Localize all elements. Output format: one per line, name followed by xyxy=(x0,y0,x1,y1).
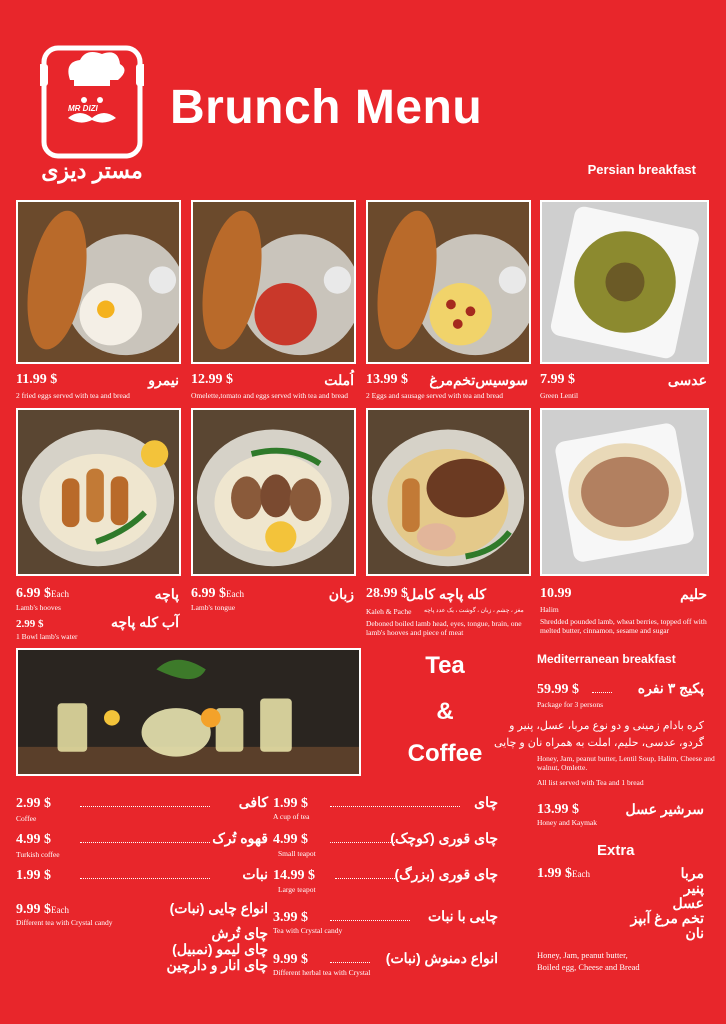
tea-type-item: چای لیمو (نمبیل) xyxy=(172,941,268,957)
dots-nabat xyxy=(80,878,210,879)
price-zaban xyxy=(191,586,244,602)
logo-fa-text: مستر دیزی xyxy=(41,158,143,183)
price-package: 59.99 $ xyxy=(537,682,579,697)
name-sausage-egg: سوسیس‌تخم‌مرغ xyxy=(429,372,528,388)
desc-halim-title: Halim xyxy=(540,605,559,614)
extra-items-list xyxy=(631,866,704,941)
extra-item-fa: مربا xyxy=(680,865,704,881)
dots-package xyxy=(592,692,612,693)
tea-heading: Tea xyxy=(425,652,465,679)
desc-pacheh: Lamb's hooves xyxy=(16,603,61,612)
price-halim: 10.99 xyxy=(540,586,572,601)
price-pacheh-each: Each xyxy=(51,589,69,599)
name-adasi: عدسی xyxy=(667,372,707,388)
name-coffee: کافی xyxy=(238,794,268,810)
price-tea-types-each: Each xyxy=(51,905,69,915)
dots-coffee xyxy=(80,806,210,807)
price-large-teapot: 14.99 $ xyxy=(273,868,315,883)
desc-omelette: Omelette,tomato and eggs served with tea and bread xyxy=(191,391,349,400)
photo-zaban xyxy=(191,408,356,576)
price-pacheh xyxy=(16,586,69,602)
en-desc-package: Honey, Jam, peanut butter, Lentil Soup, Halim, Cheese and walnut, Omlette. xyxy=(537,754,715,772)
name-sarshir: سرشیر عسل xyxy=(625,801,704,817)
price-ab-kaleh: 2.99 $ xyxy=(16,618,44,630)
photo-tea xyxy=(16,648,361,776)
name-omelette: اُملت xyxy=(324,372,354,388)
desc-ab-kaleh: 1 Bowl lamb's water xyxy=(16,632,78,641)
name-pacheh: پاچه xyxy=(154,586,179,602)
photo-adasi xyxy=(540,200,709,364)
desc-herbal: Different herbal tea with Crystal xyxy=(273,968,371,977)
name-ab-kaleh: آب کله پاچه xyxy=(111,614,179,630)
price-adasi: 7.99 $ xyxy=(540,372,575,387)
price-sausage-egg: 13.99 $ xyxy=(366,372,408,387)
extra-heading: Extra xyxy=(597,842,635,859)
note-package: All list served with Tea and 1 bread xyxy=(537,778,644,787)
desc-sausage-egg: 2 Eggs and sausage served with tea and bread xyxy=(366,391,504,400)
fa-desc-package-2: گردو، عدسی، حلیم، املت به همراه نان و چایی xyxy=(493,737,704,749)
mediterranean-heading: Mediterranean breakfast xyxy=(537,652,676,666)
desc-kaleh-pacheh-fa: مغز ، چشم ، زبان ، گوشت ، یک عدد پاچه xyxy=(424,608,524,614)
price-turkish: 4.99 $ xyxy=(16,832,51,847)
desc-tea-cup: A cup of tea xyxy=(273,812,310,821)
extra-item-fa: نان xyxy=(685,925,704,941)
dots-herbal xyxy=(330,962,370,963)
desc-adasi: Green Lentil xyxy=(540,391,579,400)
desc-kaleh-pacheh: Deboned boiled lamb head, eyes, tongue, brain, one lamb's hooves and piece of meat xyxy=(366,619,522,637)
price-extra xyxy=(537,866,590,882)
price-tea-cup: 1.99 $ xyxy=(273,796,308,811)
desc-extra-2: Boiled egg, Cheese and Bread xyxy=(537,962,640,972)
name-nimroo: نیمرو xyxy=(148,372,179,388)
name-tea-cup: چای xyxy=(474,794,498,810)
tea-type-item: چای تُرش xyxy=(211,925,268,941)
photo-halim xyxy=(540,408,709,576)
tea-types-list xyxy=(166,925,268,973)
ampersand-heading: & xyxy=(436,698,454,725)
extra-item-fa: پنیر xyxy=(683,880,704,896)
desc-tea-nabat: Tea with Crystal candy xyxy=(273,926,343,935)
photo-kaleh-pacheh xyxy=(366,408,531,576)
desc-nimroo: 2 fried eggs served with tea and bread xyxy=(16,391,130,400)
name-zaban: زبان xyxy=(328,586,354,602)
persian-breakfast-heading: Persian breakfast xyxy=(587,162,696,177)
extra-item-fa: تخم مرغ آبپز xyxy=(630,910,704,926)
logo-text: MR DIZI xyxy=(68,104,98,113)
price-tea-nabat: 3.99 $ xyxy=(273,910,308,925)
price-nabat: 1.99 $ xyxy=(16,868,51,883)
dots-small-teapot xyxy=(330,842,395,843)
price-zaban-each: Each xyxy=(226,589,244,599)
name-tea-types: انواع چایی (نبات) xyxy=(169,900,268,916)
desc-large-teapot: Large teapot xyxy=(278,885,316,894)
desc-tea-types: Different tea with Crystal candy xyxy=(16,918,113,927)
extra-item-fa: عسل xyxy=(672,895,704,911)
name-turkish: قهوه تُرک xyxy=(212,830,268,846)
desc-turkish: Turkish coffee xyxy=(16,850,60,859)
photo-omelette xyxy=(191,200,356,364)
desc-package: Package for 3 persons xyxy=(537,700,604,709)
price-pacheh-value: 6.99 $ xyxy=(16,586,51,601)
price-herbal: 9.99 $ xyxy=(273,952,308,967)
photo-pacheh xyxy=(16,408,181,576)
price-coffee: 2.99 $ xyxy=(16,796,51,811)
price-nimroo: 11.99 $ xyxy=(16,372,58,387)
photo-sausage-egg xyxy=(366,200,531,364)
desc-halim: Shredded pounded lamb, wheat berries, topped off with melted butter, cinnamon, sesame and sugar xyxy=(540,617,707,635)
desc-sarshir: Honey and Kaymak xyxy=(537,818,597,827)
price-sarshir: 13.99 $ xyxy=(537,802,579,817)
name-halim: حلیم xyxy=(680,586,707,602)
name-herbal: انواع دمنوش (نبات) xyxy=(385,950,498,966)
name-tea-nabat: چایی با نبات xyxy=(428,908,498,924)
page-title: Brunch Menu xyxy=(170,81,483,134)
dots-turkish xyxy=(80,842,210,843)
price-tea-types-value: 9.99 $ xyxy=(16,902,51,917)
name-large-teapot: چای قوری (بزرگ) xyxy=(394,866,498,882)
name-package: پکیج ۳ نفره xyxy=(637,680,704,696)
fa-desc-package-1: کره بادام زمینی و دو نوع مربا، عسل، پنیر و xyxy=(509,720,704,732)
price-zaban-value: 6.99 $ xyxy=(191,586,226,601)
mr-dizi-logo xyxy=(40,42,144,192)
coffee-heading: Coffee xyxy=(407,740,483,767)
dots-tea-cup xyxy=(330,806,460,807)
price-extra-each: Each xyxy=(572,869,590,879)
name-nabat: نبات xyxy=(242,866,268,882)
desc-extra-1: Honey, Jam, peanut butter, xyxy=(537,950,628,960)
desc-kaleh-pacheh-title: Kaleh & Pache xyxy=(366,607,412,616)
price-tea-types xyxy=(16,902,69,918)
photo-nimroo xyxy=(16,200,181,364)
price-small-teapot: 4.99 $ xyxy=(273,832,308,847)
name-kaleh-pacheh: کله پاچه کامل xyxy=(406,586,486,602)
tea-type-item: چای انار و دارچین xyxy=(166,957,268,973)
price-extra-value: 1.99 $ xyxy=(537,866,572,881)
price-kaleh-pacheh: 28.99 $ xyxy=(366,586,408,601)
dots-tea-nabat xyxy=(330,920,410,921)
desc-coffee: Coffee xyxy=(16,814,37,823)
desc-small-teapot: Small teapot xyxy=(278,849,316,858)
price-omelette: 12.99 $ xyxy=(191,372,233,387)
desc-zaban: Lamb's tongue xyxy=(191,603,236,612)
name-small-teapot: چای قوری (کوچک) xyxy=(390,830,498,846)
dots-large-teapot xyxy=(335,878,395,879)
